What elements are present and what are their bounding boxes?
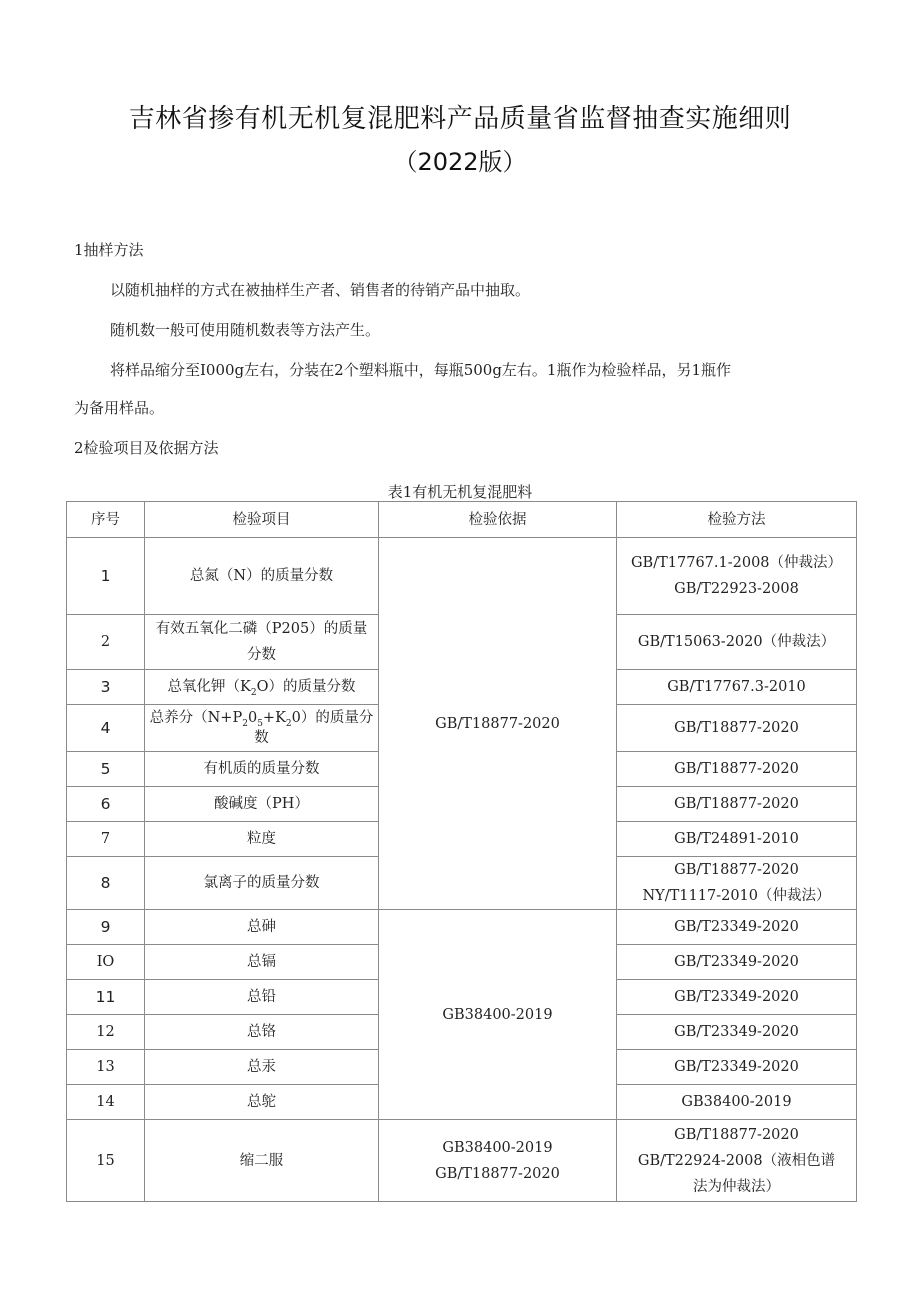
row-no: 11 — [67, 980, 145, 1015]
paragraph-random-number: 随机数一般可使用随机数表等方法产生。 — [110, 321, 381, 339]
row-method: GB/T15063-2020（仲裁法） — [617, 615, 857, 670]
row-no: 9 — [67, 910, 145, 945]
row-item: 粒度 — [145, 822, 379, 857]
paragraph-sample-division-line2: 为备用样品。 — [74, 399, 165, 417]
paragraph-sampling-method: 以随机抽样的方式在被抽样生产者、销售者的待销产品中抽取。 — [110, 281, 531, 299]
document-title: 吉林省掺有机无机复混肥料产品质量省监督抽查实施细则 — [128, 104, 792, 134]
row-method: GB/T18877-2020 — [617, 752, 857, 787]
row-method-line: GB/T18877-2020 — [674, 862, 799, 878]
row-item: 总铅 — [145, 980, 379, 1015]
row-item: 总铬 — [145, 1015, 379, 1050]
row-no: 5 — [67, 752, 145, 787]
row-no: 14 — [67, 1085, 145, 1120]
row-item: 总砷 — [145, 910, 379, 945]
section-2-heading: 2检验项目及依据方法 — [74, 439, 219, 457]
header-method: 检验方法 — [617, 502, 857, 538]
table-header-row — [67, 502, 857, 538]
inspection-table — [66, 501, 857, 1202]
row-no: 3 — [67, 670, 145, 705]
row-item: 氯离子的质量分数 — [145, 857, 379, 910]
row-item: 总养分$(N+P_20_5+K_20)$的质量分数 — [145, 705, 379, 752]
row-method: GB/T17767.3-2010 — [617, 670, 857, 705]
header-no: 序号 — [67, 502, 145, 538]
table-row — [67, 1120, 857, 1202]
row-no: 4 — [67, 705, 145, 752]
row-basis-group-c — [379, 1120, 617, 1202]
row-item: 有机质的质量分数 — [145, 752, 379, 787]
row-item: 总镉 — [145, 945, 379, 980]
row-item: 酸碱度（PH） — [145, 787, 379, 822]
row-method: GB/T23349-2020 — [617, 980, 857, 1015]
header-item: 检验项目 — [145, 502, 379, 538]
row-method-line: GB/T17767.1-2008（仲裁法） — [630, 555, 843, 571]
row-no: IO — [67, 945, 145, 980]
row-method: GB/T23349-2020 — [617, 945, 857, 980]
row-no: 13 — [67, 1050, 145, 1085]
paragraph-sample-division-line1: 将样品缩分至I000g左右，分装在2个塑料瓶中，每瓶500g左右。1瓶作为检验样品，另1瓶作 — [110, 361, 732, 379]
row-method-line: GB/T22924-2008（液相色谱 — [637, 1152, 836, 1169]
row-method — [617, 857, 857, 910]
row-basis-line: GB/T18877-2020 — [435, 1165, 560, 1182]
section-1-heading: 1抽样方法 — [74, 241, 144, 259]
row-no: 8 — [67, 857, 145, 910]
row-method-line: GB/T18877-2020 — [674, 1126, 799, 1143]
row-no: 12 — [67, 1015, 145, 1050]
row-method: GB/T23349-2020 — [617, 910, 857, 945]
row-method: GB/T24891-2010 — [617, 822, 857, 857]
row-no: 15 — [67, 1120, 145, 1202]
row-no: 7 — [67, 822, 145, 857]
row-item: 总氮（N）的质量分数 — [145, 538, 379, 615]
row-item: 总氧化钾$(K_2O)$的质量分数 — [145, 670, 379, 705]
header-basis: 检验依据 — [379, 502, 617, 538]
row-no: 1 — [67, 538, 145, 615]
row-method: GB/T23349-2020 — [617, 1015, 857, 1050]
table-row — [67, 538, 857, 615]
row-no: 2 — [67, 615, 145, 670]
row-method — [617, 1120, 857, 1202]
row-method-line: GB/T22923-2008 — [674, 581, 799, 597]
row-no: 6 — [67, 787, 145, 822]
table-row — [67, 910, 857, 945]
row-method: GB/T23349-2020 — [617, 1050, 857, 1085]
row-method: GB/T18877-2020 — [617, 787, 857, 822]
row-method: GB/T18877-2020 — [617, 705, 857, 752]
table-caption: 表1有机无机复混肥料 — [387, 483, 533, 501]
row-method-line: 法为仲裁法） — [693, 1178, 780, 1195]
row-method — [617, 538, 857, 615]
row-method: GB38400-2019 — [617, 1085, 857, 1120]
row-item: 缩二服 — [145, 1120, 379, 1202]
row-basis-line: GB38400-2019 — [442, 1139, 553, 1156]
row-method-line: NY/T1117-2010（仲裁法） — [642, 888, 831, 904]
document-subtitle: （2022版） — [393, 148, 527, 176]
row-item: 总汞 — [145, 1050, 379, 1085]
row-basis-group-b: GB38400-2019 — [379, 910, 617, 1120]
row-item: 有效五氧化二磷（P205）的质量分数 — [145, 615, 379, 670]
row-item: 总鸵 — [145, 1085, 379, 1120]
row-basis-group-a: GB/T18877-2020 — [379, 538, 617, 910]
